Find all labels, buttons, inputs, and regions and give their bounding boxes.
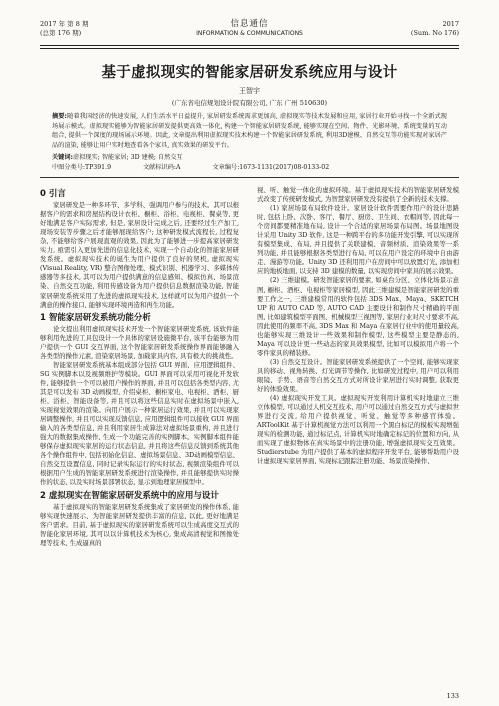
year: 2017 — [442, 20, 459, 28]
header-rule — [40, 45, 459, 46]
header-rule-thin — [40, 48, 459, 49]
section-heading: 2 虚拟现实在智能家居研发系统中的应用与设计 — [40, 490, 219, 501]
right-column — [257, 186, 459, 466]
body-paragraph: (1) 家居场景布局软件设计。家居设计软件需要作用户的设计思路时, 包括上卧、次卧、客厅、餐厅、厨房、卫生间、衣帽间等, 因此每一个房间都要精准地布局, 设计一个合适的家居场景布局图。场景地图设计采用 Unity 3D 软件, 这是一种跨平台的多功能开发引擎, 可以实现所有模型集成、布局, 并且提供了关联建模、音频材质、渲染效果等一系列功能, 并且能够根据各类型进行布局, 可以在用户设定的环境中自由游走、漫游等功能。Unity 3D 还利用用户在房间中可以放置灯光, 添加相应的地板地面, 以支持 3D 建模的数量, 以实现房间中家具的展示效果。 — [257, 204, 459, 276]
section-heading: 0 引言 — [40, 189, 66, 199]
year-info — [411, 20, 459, 38]
left-column — [40, 186, 239, 548]
body-paragraph: 家居研发是一种多环节、多学科、强调用户参与的技术。其可以根据客户的需求和房屋结构设计衣柜、橱柜、浴柜、电视柜、餐桌等, 更好地满足客户实际需求, 但是, 家居设计完成之后, 还要经过生产加工, 现场安装等步骤之后才能够展现给客户; 这种研发模式流程长, 过程复杂, 不能够给客户展现直观的效果, 因此为了能够进一步提高家居研发实力, 亟需引入更加先进的信息化技术, 实现一个自动化的智能家居研发系统。虚拟现实技术的诞生为用户提供了良好的契机, 虚拟现实 (Visual Reality, VR) 整合图像处理、模式识别、机器学习、多媒体传感器等多技术, 其可以为用户提供满意的信息感知、模拟仿真、场景渲染、自然交互功能, 利用传感设备为用户提供信息数据渲染功能, 智能家居研发系统采用了先进的虚拟现实技术, 这样就可以为用户提供一个满意的操作接口, 能够实现环境再造和再生功能。 — [40, 201, 239, 309]
article-number: 文章编号:1673-1131(2017)08-0133-02 — [212, 164, 330, 171]
sum-number: (Sum. No 176) — [410, 29, 459, 37]
section-heading: 1 智能家居研发系统功能分析 — [40, 312, 151, 323]
body-paragraph: 论文提出利用虚拟现实技术开发一个智能家居研发系统, 该软件能够利用先进的工具包设计一个具体的家居设施微平台, 该平台能够为用户提供一个 GUI 交互界面, 这个智能家居研发系统操作界面能够融入各类型的操作元素, 渲染家居场景, 加载家具内容, 具有极大的挑战性。 — [40, 324, 239, 360]
issue-number: 2017 年 第 8 期 — [40, 20, 89, 28]
journal-name-cn: 信息通信 — [230, 19, 269, 29]
page-number: 133 — [446, 692, 459, 700]
body-paragraph: (3) 自然交互设计。智能家居研发系统提供了一个空间, 能够实现家具的移动、视角转换、灯光调节等操作, 比如研发过程中, 用户可以利用眼镜、手势、语音等自然交互方式对所设计家居进行实时调整, 获取更好的体验效果。 — [257, 357, 459, 394]
issue-total: (总第 176 期) — [40, 29, 82, 37]
keywords-label: 关键词: — [52, 154, 74, 161]
journal-name — [40, 20, 459, 38]
meta-rule — [40, 177, 459, 178]
body-paragraph: (2) 三维建模。研发智能家居的要素, 如桌台分区、立体化场景示意图, 橱柜、酒柜、电视柜等家居模型, 因此三维建模是智能家居研发的重要工作之一, 三维建模常用的软件包括 3DS Max、Maya、SKETCH UP 和 AUTO CAD 等, AUTO CAD 主要设计和制作尺寸精确的平面图, 比如建筑模型平面图、机械模型三视图等, 家居行业对尺寸要求不高, 因此使用的频率不高, 3DS Max 和 Maya 在家居行业中的使用量较高, 也能够实现三维设计一些效果和制作模型, 这些模型主要是静态的, Maya 可以设计更一些动态的家具效果模型, 比如可以模拟用户将一个零件家具的精装修。 — [257, 276, 459, 357]
keywords-text: 虚拟现实; 智能家居; 3D 建模; 自然交互 — [73, 154, 183, 161]
running-header — [40, 20, 459, 44]
paper-title: 基于虚拟现实的智能家居研发系统应用与设计 — [101, 65, 398, 81]
abstract-label: 摘要: — [52, 113, 68, 120]
body-paragraph: (4) 虚拟现实开发工具。虚拟现实开发利用计算机实时地建立三维立体模型, 可以通过人机交互技术, 用户可以通过自然交互方式与虚拟世界进行交流, 给用户提供视觉、听觉、触觉等多种感官体验。ARToolKit 基于计算机视觉方法可以利用一个黑白标记的模板实现增强现实的检测功能, 通过标记点, 计算机实时地确定标记的位置和方向, 从而实现了虚拟物体在真实场景中的注册功能, 增强虚拟现实交互效果。Studierstube 为用户提供了基本的虚拟程序开发平台, 能够帮助用户设计虚拟现实家居界面, 实现标记跟踪注册功能、场景渲染操作、 — [257, 394, 459, 466]
affiliation: (广东省电信规划设计院有限公司, 广东 广州 510630) — [171, 99, 328, 107]
journal-name-en: INFORMATION & COMMUNICATIONS — [196, 30, 303, 37]
abstract-text: 随着我国经济的快速发展, 人们生活水平日益提升, 家居研发系统需求更加高, 虚拟现实等技术发展和应用, 家居行业开始寻找一个全新式现场展示模式。虚拟现实能够为智能家居研发提供更高效一体化, 构建一个智能家居研发系统, 能够实现在空间、物件、光影环境、系统变量的互动组合, 提供一个深度的现场展示环境。因此, 文章提出利用虚拟现实技术构建一个智能家居研发系统, 利用3D建模、自然交互等功能实现对家居产品的渲染, 能够让用户实时地查看各个家具, 真实效果的研发平台。 — [52, 113, 447, 149]
body-paragraph: 视、听、触觉一体化的虚拟环境。基于虚拟现实技术的智能家居研发模式改变了传统研发模式, 为智慧家居研发没有提供了全新的技术支撑。 — [257, 186, 459, 204]
abstract — [52, 112, 447, 150]
clc-number: 中图分类号:TP391.9 — [52, 164, 112, 171]
author: 王智宇 — [239, 87, 260, 95]
body-paragraph: 基于虚拟现实的智能家居研发系统集成了家居研发的操作体系, 能够实现快速展示、为智能家居研发提供丰富的信息, 以此, 更好地满足客户需求。目前, 基于虚拟现实的家居研发系统可以生成高度交互式的智能化家居环境, 其可以以计算机技术为核心, 集成高清视觉和图像处理等技术, 生成逼真的 — [40, 502, 239, 547]
body-paragraph: 智能家居研发系统基本组成部分包括 GUI 界面、应用逻辑组件、SG 实例脚本以及视频维护等模块。GUI 界面可以采用可视化开发软件, 能够提供一个可以被用户操作的界面, 并且可以包括各类型内容, 尤其是可以发布 3D 动画模型, 介绍桌柜、橱柜家电、电视柜、酒柜、厨柜、浴柜、智能设备等, 并且可以将这些信息实时在虚拟场景中嵌入, 实现视觉效果的渲染。向用户展示一种家居运行效果, 并且可以实现家居调整操作, 并且可以实现反馈信息, 应用逻辑组件可以接收 GUI 界面输入的各类型信息, 并且利用家居生成算法对虚拟场景重构, 并且进行强大的数据集成操作, 生成一个功能完善的实例脚本。实例脚本组件能够保存虚拟现实家居的运行状态信息, 并且将这些信息反馈到系统其他各个操作组件中, 包括初始化信息、虚拟场景信息、3D动画模型信息、自然交互设置信息, 同时记录实际运行的实时状态, 视频渲染组件可以根据用户生成的智能家居研发系统进行渲染操作, 并且能够提供实时操作的状态, 以及实时场景部署状态, 显示到地理家居模型中。 — [40, 360, 239, 487]
article-meta — [52, 163, 447, 172]
keywords — [52, 153, 447, 162]
document-code: 文献标识码:A — [143, 164, 181, 171]
